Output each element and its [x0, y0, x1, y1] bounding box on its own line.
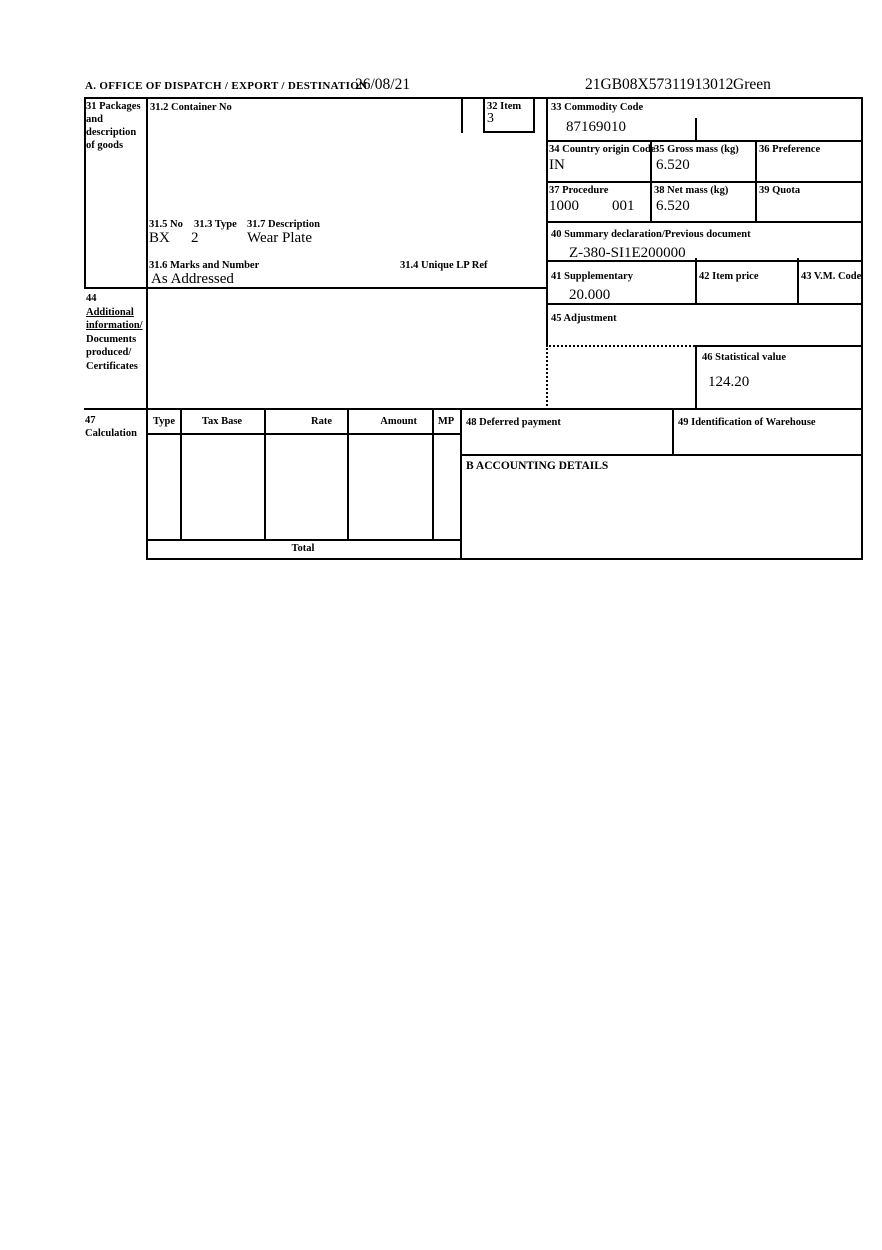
form-bottom-border — [146, 558, 861, 560]
declaration-number: 21GB08X57311913012 — [585, 76, 734, 93]
procedure-value-2: 001 — [612, 198, 635, 214]
container-area-right-border — [461, 97, 463, 133]
country-origin-value: IN — [549, 157, 565, 173]
item-price-label: 42 Item price — [699, 271, 759, 282]
calc-taxbase-divider — [264, 408, 266, 541]
box32-right-border — [533, 97, 535, 133]
box35-36-divider — [755, 140, 757, 223]
box33-bottom-border — [546, 140, 861, 142]
preference-label: 36 Preference — [759, 144, 821, 155]
box33-inner-divider — [695, 118, 697, 142]
commodity-code-label: 33 Commodity Code — [551, 102, 644, 113]
accounting-details-label: B ACCOUNTING DETAILS — [466, 460, 609, 472]
item-label: 32 Item — [487, 101, 522, 112]
box34-row-bottom-border — [546, 181, 861, 183]
box42-43-divider — [797, 258, 799, 305]
calc-header-bottom-border — [146, 433, 462, 435]
calc-col-type: Type — [153, 416, 175, 427]
box31-bottom-border — [84, 287, 546, 289]
box37-row-bottom-border — [546, 221, 861, 223]
unique-lp-ref-label: 31.4 Unique LP Ref — [400, 260, 488, 271]
quota-label: 39 Quota — [759, 185, 801, 196]
box41-42-divider — [695, 258, 697, 305]
gross-mass-label: 35 Gross mass (kg) — [654, 144, 739, 155]
routing-status: Green — [733, 76, 771, 93]
commodity-code-value: 87169010 — [566, 119, 626, 135]
accounting-top-border — [460, 454, 861, 456]
right-column-divider — [546, 97, 548, 345]
calc-col-rate: Rate — [311, 416, 332, 427]
calc-body-bottom-border — [146, 539, 462, 541]
calculation-label: 47 Calculation — [85, 415, 137, 439]
label-column-divider — [146, 97, 148, 560]
calc-rate-divider — [347, 408, 349, 541]
supplementary-value: 20.000 — [569, 287, 611, 303]
country-origin-label: 34 Country origin Code — [549, 144, 656, 155]
procedure-label: 37 Procedure — [549, 185, 609, 196]
box48-49-divider — [672, 408, 674, 456]
warehouse-identification-label: 49 Identification of Warehouse — [678, 417, 816, 428]
marks-and-number-label: 31.6 Marks and Number — [149, 260, 260, 271]
form-top-border — [84, 97, 861, 99]
box32-left-border — [483, 97, 485, 133]
office-of-dispatch-label: A. OFFICE OF DISPATCH / EXPORT / DESTINATION — [85, 80, 368, 92]
box46-top-border — [695, 345, 861, 347]
dispatch-date: 26/08/21 — [355, 76, 411, 93]
gross-mass-value: 6.520 — [656, 157, 690, 173]
statistical-value: 124.20 — [708, 374, 750, 390]
packages-type-label: 31.3 Type — [194, 219, 237, 230]
packages-no-label: 31.5 No — [149, 219, 183, 230]
box44-label: 44 Additional information/ Documents produced/ Certificates — [86, 293, 143, 372]
summary-declaration-value: Z-380-SI1E200000 — [569, 245, 686, 261]
summary-declaration-label: 40 Summary declaration/Previous document — [551, 229, 751, 240]
packages-type-value: 2 — [191, 230, 199, 246]
right-column-dotted-divider — [546, 345, 548, 410]
box46-left-border — [695, 345, 697, 410]
marks-and-number-value: As Addressed — [151, 271, 234, 287]
box32-bottom-border — [483, 131, 535, 133]
procedure-value-1: 1000 — [549, 198, 579, 214]
calc-col-tax-base: Tax Base — [201, 416, 243, 427]
box31-label: 31 Packages and description of goods — [86, 101, 141, 151]
calc-type-divider — [180, 408, 182, 541]
adjustment-label: 45 Adjustment — [551, 313, 617, 324]
goods-description-label: 31.7 Description — [247, 219, 320, 230]
calc-col-amount: Amount — [380, 416, 417, 427]
packages-no-value: BX — [149, 230, 170, 246]
box44-row-bottom-border — [84, 408, 861, 410]
net-mass-label: 38 Net mass (kg) — [654, 185, 729, 196]
deferred-payment-label: 48 Deferred payment — [466, 417, 561, 428]
calc-amount-divider — [432, 408, 434, 541]
form-right-border — [861, 97, 863, 560]
box45-dotted-bottom-border — [546, 345, 695, 347]
statistical-value-label: 46 Statistical value — [702, 352, 786, 363]
supplementary-label: 41 Supplementary — [551, 271, 633, 282]
calc-total-label: Total — [291, 543, 315, 554]
net-mass-value: 6.520 — [656, 198, 690, 214]
item-number-value: 3 — [487, 111, 494, 126]
calc-col-mp: MP — [437, 416, 455, 427]
calc-table-right-border — [460, 408, 462, 560]
container-no-label: 31.2 Container No — [150, 102, 232, 113]
box41-row-bottom-border — [546, 303, 861, 305]
goods-description-value: Wear Plate — [247, 230, 313, 246]
vm-code-label: 43 V.M. Code — [801, 271, 862, 282]
